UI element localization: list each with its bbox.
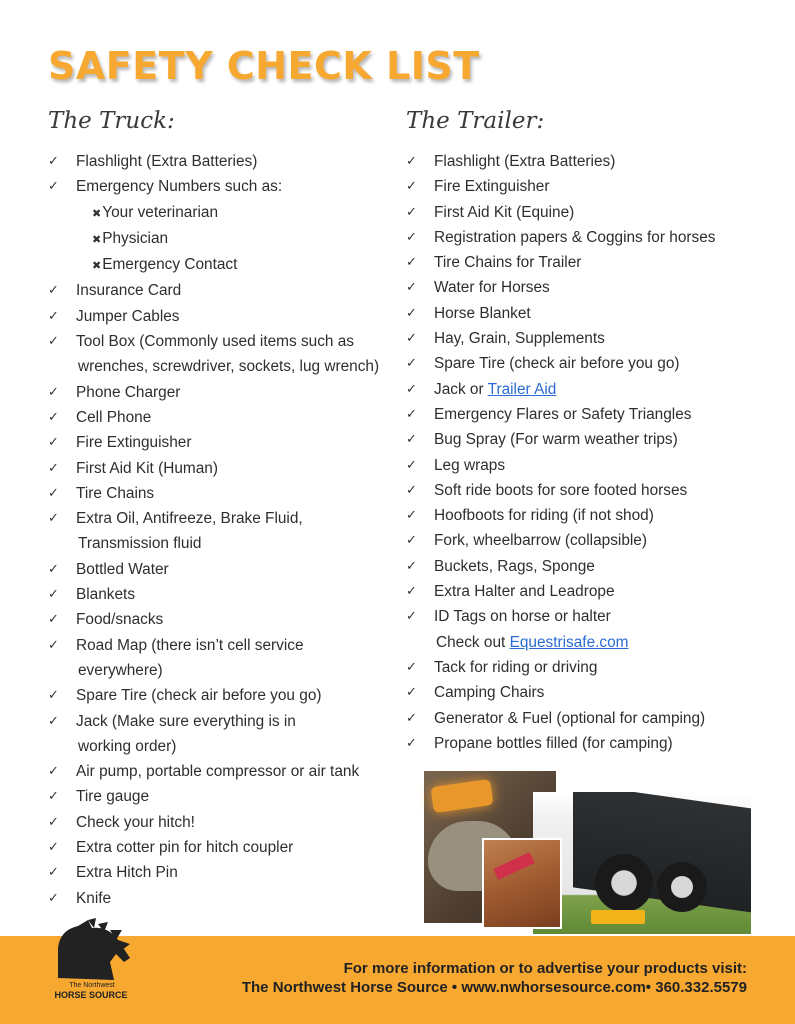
trailer-item-label: Extra Halter and Leadrope bbox=[434, 583, 615, 601]
checkmark-icon: ✓ bbox=[48, 561, 59, 577]
trailer-checklist-item bbox=[406, 706, 715, 731]
cross-bullet-icon: ✖ bbox=[92, 232, 102, 246]
checkmark-icon: ✓ bbox=[406, 609, 417, 625]
truck-item-label: Flashlight (Extra Batteries) bbox=[76, 153, 258, 170]
checkmark-icon: ✓ bbox=[406, 331, 417, 347]
checkmark-icon: ✓ bbox=[48, 384, 59, 400]
truck-checklist-item bbox=[48, 456, 379, 481]
trailer-item-label: Tire Chains for Trailer bbox=[434, 254, 582, 272]
checkmark-icon: ✓ bbox=[48, 814, 59, 830]
truck-sub-item bbox=[48, 252, 379, 278]
truck-item-label: working order) bbox=[78, 737, 177, 755]
checkmark-icon: ✓ bbox=[406, 558, 417, 574]
checkmark-icon: ✓ bbox=[406, 584, 417, 600]
trailer-item-continuation bbox=[406, 630, 715, 655]
trailer-checklist-item bbox=[406, 579, 715, 604]
checkmark-icon: ✓ bbox=[406, 659, 417, 675]
truck-item-label: Spare Tire (check air before you go) bbox=[76, 687, 322, 705]
trailer-item-label: Propane bottles filled (for camping) bbox=[434, 734, 673, 752]
truck-checklist-item bbox=[48, 405, 379, 430]
truck-checklist-item bbox=[48, 683, 379, 708]
truck-checklist-item bbox=[48, 759, 379, 784]
checkmark-icon: ✓ bbox=[48, 890, 59, 906]
checkmark-icon: ✓ bbox=[48, 485, 59, 501]
trailer-item-label: Horse Blanket bbox=[434, 304, 531, 322]
truck-item-label: Blankets bbox=[76, 586, 136, 604]
trailer-checklist-item bbox=[406, 301, 715, 326]
trailer-item-label: Hoofboots for riding (if not shod) bbox=[434, 507, 654, 525]
trailer-checklist-item bbox=[406, 149, 715, 174]
truck-sub-item bbox=[48, 226, 379, 252]
truck-checklist-item bbox=[48, 557, 379, 582]
truck-item-label: Tire gauge bbox=[76, 788, 150, 806]
trailer-item-label: Fire Extinguisher bbox=[434, 178, 550, 196]
equestrisafe-link[interactable]: Equestrisafe.com bbox=[509, 633, 629, 651]
checkmark-icon: ✓ bbox=[406, 508, 417, 524]
trailer-item-label: Jack or bbox=[434, 380, 488, 398]
trailer-item-label: Buckets, Rags, Sponge bbox=[434, 557, 595, 575]
truck-item-label: Extra Hitch Pin bbox=[76, 864, 178, 882]
truck-item-label: Bottled Water bbox=[76, 560, 169, 578]
checkmark-icon: ✓ bbox=[406, 255, 417, 271]
checkmark-icon: ✓ bbox=[406, 154, 417, 169]
trailer-item-label: Leg wraps bbox=[434, 456, 506, 474]
checkmark-icon: ✓ bbox=[48, 154, 59, 169]
truck-checklist-item bbox=[48, 304, 379, 329]
cross-bullet-icon: ✖ bbox=[92, 206, 102, 220]
truck-item-continuation bbox=[48, 531, 379, 556]
truck-checklist-item bbox=[48, 709, 379, 734]
trailer-item-label: ID Tags on horse or halter bbox=[434, 608, 611, 626]
checkmark-icon: ✓ bbox=[48, 460, 59, 476]
truck-item-label: Phone Charger bbox=[76, 383, 181, 401]
checkmark-icon: ✓ bbox=[406, 710, 417, 726]
checkmark-icon: ✓ bbox=[406, 457, 417, 473]
truck-heading: The Truck: bbox=[48, 108, 175, 134]
trailer-checklist-item bbox=[406, 351, 715, 376]
truck-item-continuation bbox=[48, 658, 379, 683]
truck-checklist-item bbox=[48, 582, 379, 607]
truck-item-label: Check your hitch! bbox=[76, 813, 195, 831]
truck-item-continuation bbox=[48, 354, 379, 379]
truck-checklist-item bbox=[48, 481, 379, 506]
trailer-checklist bbox=[406, 149, 715, 756]
truck-item-label: Road Map (there isn’t cell service bbox=[76, 636, 304, 654]
checkmark-icon: ✓ bbox=[48, 334, 59, 350]
trailer-tire-photo bbox=[533, 792, 751, 934]
trailer-checklist-item bbox=[406, 326, 715, 351]
footer-info-line: For more information or to advertise your products visit: bbox=[343, 960, 747, 977]
cross-bullet-icon: ✖ bbox=[92, 259, 102, 273]
checkmark-icon: ✓ bbox=[406, 432, 417, 448]
trailer-item-label: Check out bbox=[436, 633, 510, 651]
truck-sub-item bbox=[48, 200, 379, 226]
trailer-item-label: Emergency Flares or Safety Triangles bbox=[434, 405, 692, 423]
trailer-item-label: Soft ride boots for sore footed horses bbox=[434, 481, 688, 499]
trailer-checklist-item bbox=[406, 680, 715, 705]
checkmark-icon: ✓ bbox=[406, 406, 417, 422]
trailer-checklist-item bbox=[406, 478, 715, 503]
trailer-item-label: Registration papers & Coggins for horses bbox=[434, 228, 716, 246]
trailer-checklist-item bbox=[406, 655, 715, 680]
checkmark-icon: ✓ bbox=[48, 435, 59, 451]
truck-checklist-item bbox=[48, 810, 379, 835]
logo-small-text: The Northwest bbox=[69, 982, 115, 989]
trailer-aid-link[interactable]: Trailer Aid bbox=[487, 380, 557, 398]
truck-checklist-item bbox=[48, 886, 379, 911]
checkmark-icon: ✓ bbox=[48, 283, 59, 299]
truck-item-continuation bbox=[48, 734, 379, 759]
trailer-item-label: Camping Chairs bbox=[434, 684, 545, 702]
truck-item-label: Extra cotter pin for hitch coupler bbox=[76, 839, 294, 857]
truck-checklist-item bbox=[48, 506, 379, 531]
checkmark-icon: ✓ bbox=[48, 179, 59, 195]
trailer-item-label: Water for Horses bbox=[434, 279, 550, 297]
checkmark-icon: ✓ bbox=[48, 764, 59, 780]
truck-item-label: Cell Phone bbox=[76, 408, 152, 426]
truck-checklist-item bbox=[48, 380, 379, 405]
truck-item-label: First Aid Kit (Human) bbox=[76, 459, 218, 477]
truck-item-label: Extra Oil, Antifreeze, Brake Fluid, bbox=[76, 510, 303, 528]
truck-checklist-item bbox=[48, 149, 379, 174]
checkmark-icon: ✓ bbox=[48, 637, 59, 653]
checkmark-icon: ✓ bbox=[406, 482, 417, 498]
checkmark-icon: ✓ bbox=[48, 865, 59, 881]
checkmark-icon: ✓ bbox=[48, 511, 59, 527]
truck-checklist-item bbox=[48, 430, 379, 455]
trailer-checklist-item bbox=[406, 275, 715, 300]
trailer-item-label: Fork, wheelbarrow (collapsible) bbox=[434, 532, 647, 550]
trailer-checklist-item bbox=[406, 453, 715, 478]
checkmark-icon: ✓ bbox=[406, 305, 417, 321]
truck-item-label: Insurance Card bbox=[76, 282, 182, 300]
trailer-checklist-item bbox=[406, 174, 715, 199]
truck-item-label: Air pump, portable compressor or air tank bbox=[76, 763, 360, 781]
checkmark-icon: ✓ bbox=[406, 204, 417, 220]
trailer-item-label: Hay, Grain, Supplements bbox=[434, 330, 605, 348]
checkmark-icon: ✓ bbox=[406, 356, 417, 372]
truck-checklist-item bbox=[48, 329, 379, 354]
trailer-checklist-item bbox=[406, 554, 715, 579]
truck-item-label: Transmission fluid bbox=[78, 535, 202, 553]
truck-item-label: Tool Box (Commonly used items such as bbox=[76, 333, 354, 351]
truck-checklist-item bbox=[48, 174, 379, 199]
checkmark-icon: ✓ bbox=[48, 409, 59, 425]
trailer-checklist-item bbox=[406, 377, 715, 402]
checkmark-icon: ✓ bbox=[48, 308, 59, 324]
footer-contact-line: The Northwest Horse Source • www.nwhorsesource.com• 360.332.5579 bbox=[241, 979, 747, 996]
horse-halter-photo bbox=[482, 838, 562, 929]
trailer-checklist-item bbox=[406, 503, 715, 528]
truck-sub-item-label: Emergency Contact bbox=[102, 256, 238, 274]
checkmark-icon: ✓ bbox=[406, 179, 417, 195]
checkmark-icon: ✓ bbox=[406, 685, 417, 701]
truck-checklist-item bbox=[48, 860, 379, 885]
truck-checklist-item bbox=[48, 607, 379, 632]
truck-sub-item-label: Physician bbox=[102, 229, 169, 247]
trailer-item-label: Bug Spray (For warm weather trips) bbox=[434, 431, 678, 449]
trailer-checklist-item bbox=[406, 528, 715, 553]
truck-item-label: Emergency Numbers such as: bbox=[76, 178, 283, 196]
checkmark-icon: ✓ bbox=[48, 612, 59, 628]
trailer-checklist-item bbox=[406, 200, 715, 225]
truck-checklist-item bbox=[48, 784, 379, 809]
truck-item-label: wrenches, screwdriver, sockets, lug wrench) bbox=[78, 358, 380, 376]
checkmark-icon: ✓ bbox=[406, 280, 417, 296]
truck-item-label: Jack (Make sure everything is in bbox=[76, 712, 296, 730]
truck-checklist-item bbox=[48, 633, 379, 658]
truck-item-label: everywhere) bbox=[78, 661, 163, 679]
checkmark-icon: ✓ bbox=[406, 533, 417, 549]
trailer-item-label: Tack for riding or driving bbox=[434, 658, 598, 676]
truck-item-label: Fire Extinguisher bbox=[76, 434, 192, 452]
trailer-item-label: First Aid Kit (Equine) bbox=[434, 203, 575, 221]
checkmark-icon: ✓ bbox=[48, 587, 59, 603]
trailer-item-label: Flashlight (Extra Batteries) bbox=[434, 153, 616, 170]
truck-item-label: Tire Chains bbox=[76, 484, 155, 502]
logo-brand-text: HORSE SOURCE bbox=[54, 990, 128, 1000]
truck-checklist bbox=[48, 149, 379, 911]
trailer-checklist-item bbox=[406, 225, 715, 250]
checkmark-icon: ✓ bbox=[406, 735, 417, 751]
trailer-checklist-item bbox=[406, 427, 715, 452]
page-title: SAFETY CHECK LIST bbox=[48, 44, 480, 88]
trailer-heading: The Trailer: bbox=[406, 108, 545, 134]
checkmark-icon: ✓ bbox=[406, 381, 417, 397]
truck-item-label: Jumper Cables bbox=[76, 307, 180, 325]
checkmark-icon: ✓ bbox=[48, 713, 59, 729]
truck-item-label: Food/snacks bbox=[76, 611, 164, 629]
truck-checklist-item bbox=[48, 835, 379, 860]
checkmark-icon: ✓ bbox=[406, 229, 417, 245]
checkmark-icon: ✓ bbox=[48, 789, 59, 805]
truck-item-label: Knife bbox=[76, 889, 112, 907]
trailer-item-label: Spare Tire (check air before you go) bbox=[434, 355, 680, 373]
truck-checklist-item bbox=[48, 278, 379, 303]
trailer-checklist-item bbox=[406, 604, 715, 629]
trailer-checklist-item bbox=[406, 250, 715, 275]
trailer-checklist-item bbox=[406, 731, 715, 756]
checkmark-icon: ✓ bbox=[48, 688, 59, 704]
trailer-item-label: Generator & Fuel (optional for camping) bbox=[434, 709, 706, 727]
checkmark-icon: ✓ bbox=[48, 840, 59, 856]
trailer-checklist-item bbox=[406, 402, 715, 427]
truck-sub-item-label: Your veterinarian bbox=[102, 203, 219, 221]
